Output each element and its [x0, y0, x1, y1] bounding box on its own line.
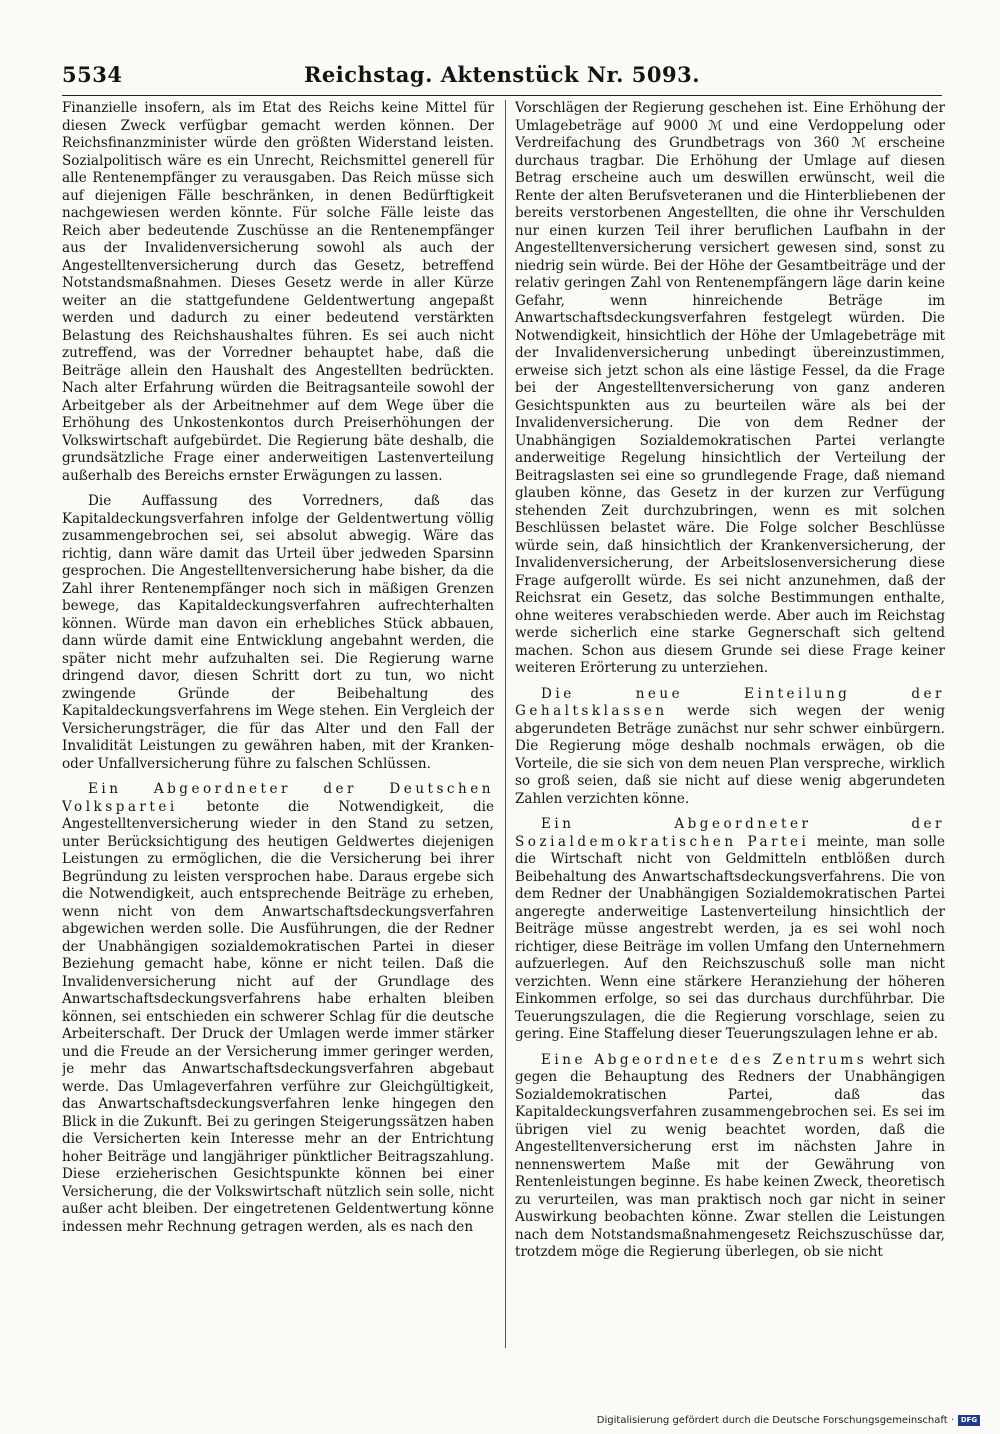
right-paragraph-2	[515, 686, 945, 809]
header-rule	[62, 95, 942, 96]
running-title: Reichstag. Aktenstück Nr. 5093.	[303, 62, 701, 87]
paragraph-body: betonte die Notwendigkeit, die Angestelltenversicherung wieder in den Stand zu setzen, unter Berücksichtigung des heutigen Geldwertes diejenigen Leistungen zu ermöglichen, die die Versicherung bei ihrer Begründung zu leisten versprochen habe. Daraus ergebe sich die Notwendigkeit, auch entsprechende Beiträge zu erheben, wenn nicht von dem Anwartschaftsdeckungsverfahren abgewichen werden solle. Die Ausführungen, die der Redner der Unabhängigen sozialdemokratischen Partei in dieser Beziehung gemacht habe, könne er nicht teilen. Daß die Invalidenversicherung nicht auf der Grundlage des Anwartschaftsdeckungsverfahrens habe erhalten bleiben können, sei entschieden ein schwerer Schlag für die deutsche Arbeiterschaft. Der Druck der Umlagen werde immer stärker und die Freude an der Versicherung immer geringer werden, je mehr das Anwartschaftsdeckungsverfahren abgebaut werde. Das Umlageverfahren verführe zur Gleichgültigkeit, das Anwartschaftsdeckungsverfahren lenke hingegen den Blick in die Zukunft. Bei zu geringen Steigerungssätzen haben die Versicherten kein Interesse mehr an der Entrichtung hoher Beiträge und langjähriger pünktlicher Beitragszahlung. Diese erzieherischen Gesichtspunkte können bei einer Versicherung, die der Volkswirtschaft nützlich sein solle, nicht außer acht bleiben. Der eingetretenen Geldentwertung könne indessen mehr Rechnung getragen werden, als es nach den	[62, 798, 494, 1235]
speaker-lead: Ein Abgeordneter der Sozialdemokratischen Partei	[515, 816, 945, 850]
right-paragraph-1: Vorschlägen der Regierung geschehen ist. Eine Erhöhung der Umlagebeträge auf 9000 ℳ und eine Verdoppelung oder Verdreifachung des Grundbetrags von 360 ℳ erscheine durchaus tragbar. Die Erhöhung der Umlage auf diesen Betrag erscheine auch um deswillen erwünscht, weil die Rente der alten Berufsveteranen und die Hinterbliebenen der bereits verstorbenen Angestellten, die ohne ihr Verschulden nur einen kurzen Teil ihrer beruflichen Laufbahn in der Angestelltenversicherung versichert gewesen sind, sonst zu niedrig sein würde. Bei der Höhe der Gesamtbeiträge und der relativ geringen Zahl von Rentenempfängern läge darin keine Gefahr, wenn hinreichende Beträge im Anwartschaftsdeckungsverfahren festgelegt würden. Die Notwendigkeit, hinsichtlich der Höhe der Umlagebeträge mit der Invalidenversicherung unbedingt übereinzustimmen, erweise sich jetzt schon als eine lästige Fessel, da die Frage bei der Angestelltenversicherung von ganz anderen Gesichtspunkten aus zu beurteilen wäre als bei der Invalidenversicherung. Die von dem Redner der Unabhängigen Sozialdemokratischen Partei verlangte anderweitige Regelung hinsichtlich der Verteilung der Beitragslasten sei eine so grundlegende Frage, daß niemand glauben könne, das Gesetz in der kurzen zur Verfügung stehenden Zeit durchzubringen, wenn es mit solchen Beschlüssen belastet wäre. Die Folge solcher Beschlüsse würde sein, daß hinsichtlich der Krankenversicherung, der Invalidenversicherung, der Arbeitslosenversicherung diese Frage aufgerollt würde. Es sei nicht anzunehmen, daß der Reichsrat ein Gesetz, das solche Bestimmungen enthalte, ohne weiteres verabschieden werde. Aber auch im Reichstag werde sicherlich eine starke Gegnerschaft sich geltend machen. Schon aus diesem Grunde sei diese Frage keiner weiteren Erörterung zu unterziehen.	[515, 100, 945, 676]
paragraph-body: werde sich wegen der wenig abgerundeten Beträge zunächst nur sehr schwer einbürgern. Die Regierung möge deshalb nochmals erwägen, ob die Vorteile, die sie sich von dem neuen Plan verspreche, wirklich so groß seien, daß sie nicht auf diese wenig abgerundeten Zahlen verzichten könne.	[515, 703, 945, 807]
left-paragraph-3	[62, 781, 494, 1236]
speaker-lead: Ein Abgeordneter der Deutschen Volkspartei	[62, 781, 494, 815]
right-paragraph-4	[515, 1052, 945, 1262]
paragraph-body: wehrt sich gegen die Behauptung des Redners der Unabhängigen Sozialdemokratischen Partei, daß das Kapitaldeckungsverfahren zusammengebrochen sei. Es sei im übrigen viel zu wenig beachtet worden, daß die Angestelltenversicherung erst im nächsten Jahre in nennenswertem Maße mit der Gewährung von Rentenleistungen beginne. Es habe keinen Zweck, theoretisch zu verurteilen, was man praktisch noch gar nicht in seiner Auswirkung beobachten könne. Zwar stellen die Leistungen nach dem Notstandsmaßnahmengesetz Reichszuschüsse dar, trotzdem möge die Regierung überlegen, ob sie nicht	[515, 1051, 945, 1260]
right-paragraph-3	[515, 816, 945, 1044]
left-paragraph-1: Finanzielle insofern, als im Etat des Reichs keine Mittel für diesen Zweck verfügbar gemacht werden können. Der Reichsfinanzminister würde den größten Widerstand leisten. Sozialpolitisch wäre es ein Unrecht, Reichsmittel generell für alle Rentenempfänger zu verausgaben. Das Reich müsse sich auf diejenigen Fälle beschränken, in denen Bedürftigkeit nachgewiesen werden könnte. Für solche Fälle leiste das Reich aber bedeutende Zuschüsse an die Rentenempfänger aus der Invalidenversicherung sowohl als auch der Angestelltenversicherung durch das Gesetz, betreffend Notstandsmaßnahmen. Dieses Gesetz werde in aller Kürze weiter an die stattgefundene Geldentwertung angepaßt werden und dadurch zu einer bedeutend verstärkten Belastung des Reichshaushaltes führen. Es sei auch nicht zutreffend, was der Vorredner behauptet habe, daß die Beiträge allein den Haushalt des Angestellten bedrückten. Nach alter Erfahrung würden die Beitragsanteile sowohl der Arbeitgeber als der Arbeitnehmer auf dem Wege über die Erhöhung des Unkostenkontos durch Preiserhöhungen der Volkswirtschaft aufgebürdet. Die Regierung bäte deshalb, die grundsätzliche Frage einer anderweitigen Lastenverteilung außerhalb des Bereichs ernster Erwägungen zu lassen.	[62, 100, 494, 484]
footer-credit: Digitalisierung gefördert durch die Deutsche Forschungsgemeinschaft ·	[596, 1415, 954, 1426]
left-column	[62, 100, 494, 1350]
speaker-lead: Eine Abgeordnete des Zentrums	[541, 1051, 868, 1068]
left-paragraph-2: Die Auffassung des Vorredners, daß das Kapitaldeckungsverfahren infolge der Geldentwertung völlig zusammengebrochen sei, sei absolut abwegig. Wäre das richtig, dann wäre damit das Urteil über jedweden Sparsinn gesprochen. Die Angestelltenversicherung habe bisher, da die Zahl ihrer Rentenempfänger noch sich in mäßigen Grenzen bewege, das Kapitaldeckungsverfahren aufrechterhalten können. Würde man davon ein erhebliches Stück abbauen, dann würde damit eine Entwicklung angebahnt werden, die später nicht mehr aufzuhalten sei. Die Regierung warne dringend davor, diesen Schritt dort zu tun, wo nicht zwingende Gründe der Beibehaltung des Kapitaldeckungsverfahrens im Wege stehen. Ein Vergleich der Versicherungsträger, die für das Alter und den Fall der Invalidität Leistungen zu gewähren haben, mit der Kranken- oder Unfallversicherung führe zu falschen Schlüssen.	[62, 493, 494, 772]
paragraph-body: meinte, man solle die Wirtschaft nicht von Geldmitteln entblößen durch Beibehaltung des Anwartschaftsdeckungsverfahrens. Die von dem Redner der Unabhängigen Sozialdemokratischen Partei angeregte anderweitige Lastenverteilung hinsichtlich der Beiträge müsse angestrebt werden, ja es sei wohl noch richtiger, diese Beiträge im vollen Umfang den Unternehmern aufzuerlegen. Auf den Reichszuschuß solle man nicht verzichten. Wenn eine stärkere Heranziehung der höheren Einkommen erfolge, so sei das durchaus durchführbar. Die Teuerungszulagen, die die Regierung vorschlage, seien zu gering. Eine Staffelung dieser Teuerungszulagen lehne er ab.	[515, 833, 945, 1042]
dfg-logo-icon: DFG	[958, 1415, 980, 1426]
footer	[597, 1415, 980, 1426]
column-divider	[505, 100, 506, 1348]
page-header	[62, 62, 942, 94]
page-number: 5534	[62, 62, 123, 87]
section-lead: Die neue Einteilung der Gehaltsklassen	[515, 685, 945, 719]
right-column	[515, 100, 945, 1350]
